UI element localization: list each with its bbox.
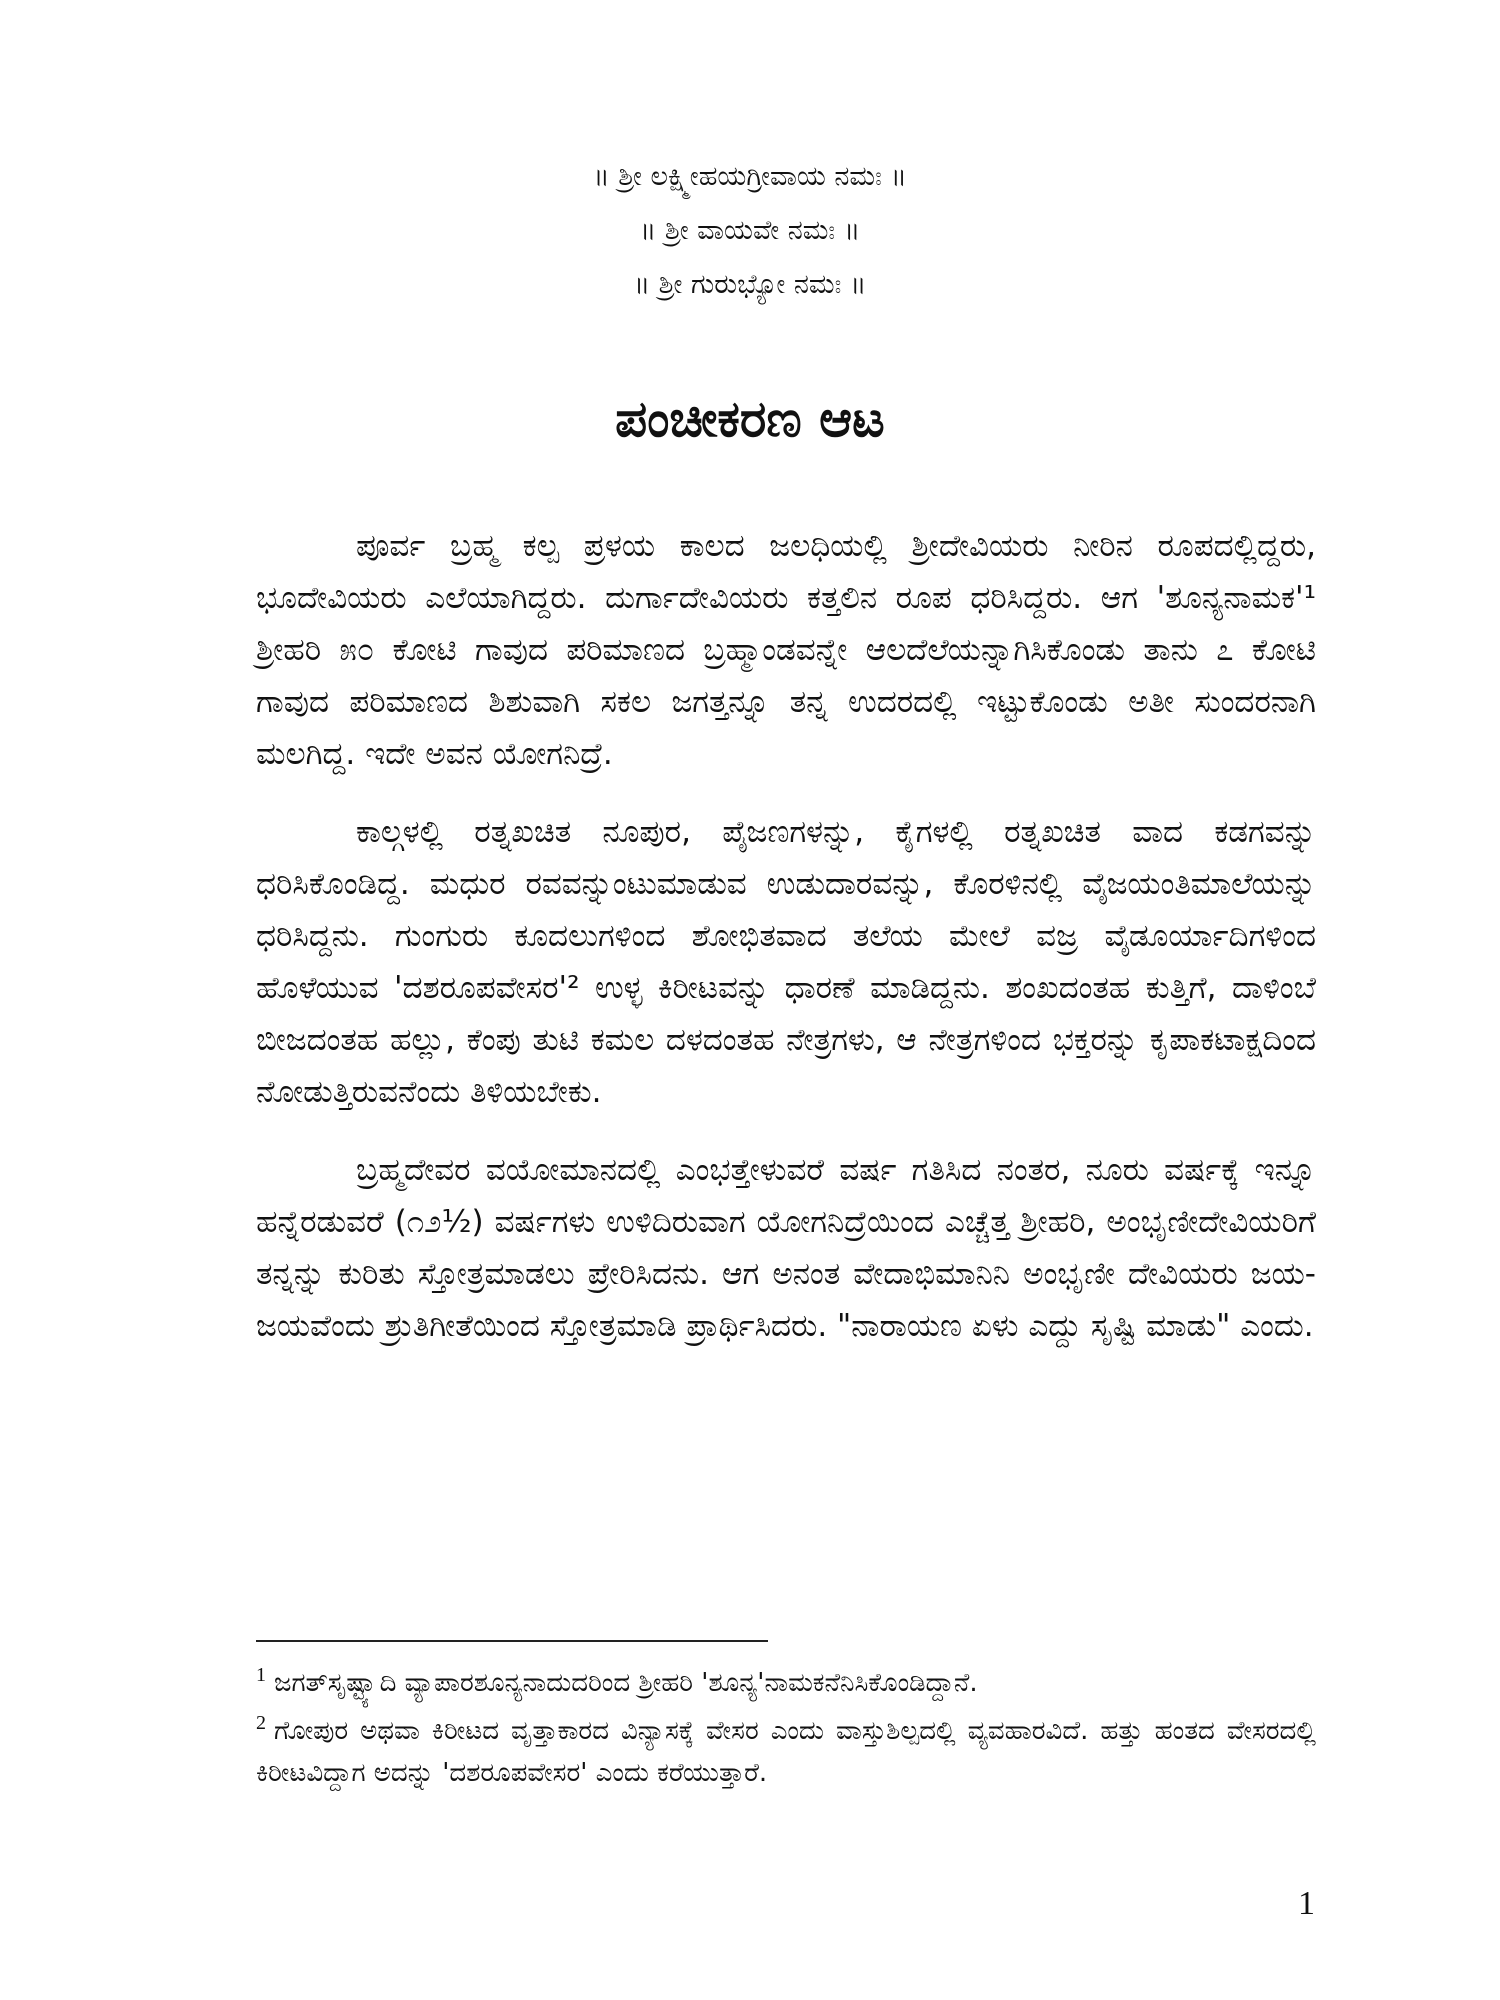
paragraph: ಪೂರ್ವ ಬ್ರಹ್ಮ ಕಲ್ಪ ಪ್ರಳಯ ಕಾಲದ ಜಲಧಿಯಲ್ಲಿ ಶ್ರೀದೇವಿಯರು ನೀರಿನ ರೂಪದಲ್ಲಿದ್ದರು, ಭೂದೇವಿಯರು ಎಲೆಯಾಗಿದ್ದರು. ದುರ್ಗಾದೇವಿಯರು ಕತ್ತಲಿನ ರೂಪ ಧರಿಸಿದ್ದರು. ಆಗ 'ಶೂನ್ಯನಾಮಕ'¹ ಶ್ರೀಹರಿ ೫೦ ಕೋಟಿ ಗಾವುದ ಪರಿಮಾಣದ ಬ್ರಹ್ಮಾಂಡವನ್ನೇ ಆಲದೆಲೆಯನ್ನಾಗಿಸಿಕೊಂಡು ತಾನು ೭ ಕೋಟಿ ಗಾವುದ ಪರಿಮಾಣದ ಶಿಶುವಾಗಿ ಸಕಲ ಜಗತ್ತನ್ನೂ ತನ್ನ ಉದರದಲ್ಲಿ ಇಟ್ಟುಕೊಂಡು ಅತೀ ಸುಂದರನಾಗಿ ಮಲಗಿದ್ದ. ಇದೇ ಅವನ ಯೋಗನಿದ್ರೆ. (256, 528, 1316, 772)
invocation-line: ॥ ಶ್ರೀ ವಾಯವೇ ನಮಃ ॥ (639, 215, 861, 246)
footnote (256, 1662, 1316, 1704)
invocation-block (0, 150, 1500, 312)
page-title: ಪಂಚೀಕರಣ ಆಟ (615, 390, 885, 448)
invocation-line: ॥ ಶ್ರೀ ಲಕ್ಷ್ಮೀಹಯಗ್ರೀವಾಯ ನಮಃ ॥ (593, 161, 907, 192)
footnote-text: ಗೋಪುರ ಅಥವಾ ಕಿರೀಟದ ವೃತ್ತಾಕಾರದ ವಿನ್ಯಾಸಕ್ಕೆ ವೇಸರ ಎಂದು ವಾಸ್ತುಶಿಲ್ಪದಲ್ಲಿ ವ್ಯವಹಾರವಿದೆ. ಹತ್ತು ಹಂತದ ವೇಸರದಲ್ಲಿ ಕಿರೀಟವಿದ್ದಾಗ ಅದನ್ನು 'ದಶರೂಪವೇಸರ' ಎಂದು ಕರೆಯುತ್ತಾರೆ. (256, 1716, 1316, 1788)
footnote (256, 1710, 1316, 1794)
footnote-mark: 1 (256, 1664, 266, 1687)
paragraph: ಕಾಲ್ಗಳಲ್ಲಿ ರತ್ನಖಚಿತ ನೂಪುರ, ಪೈಜಣಗಳನ್ನು, ಕೈಗಳಲ್ಲಿ ರತ್ನಖಚಿತ ವಾದ ಕಡಗವನ್ನು ಧರಿಸಿಕೊಂಡಿದ್ದ. ಮಧುರ ರವವನ್ನುಂಟುಮಾಡುವ ಉಡುದಾರವನ್ನು, ಕೊರಳಿನಲ್ಲಿ ವೈಜಯಂತಿಮಾಲೆಯನ್ನು ಧರಿಸಿದ್ದನು. ಗುಂಗುರು ಕೂದಲುಗಳಿಂದ ಶೋಭಿತವಾದ ತಲೆಯ ಮೇಲೆ ವಜ್ರ ವೈಡೂರ್ಯಾದಿಗಳಿಂದ ಹೊಳೆಯುವ 'ದಶರೂಪವೇಸರ'² ಉಳ್ಳ ಕಿರೀಟವನ್ನು ಧಾರಣೆ ಮಾಡಿದ್ದನು. ಶಂಖದಂತಹ ಕುತ್ತಿಗೆ, ದಾಳಿಂಬೆ ಬೀಜದಂತಹ ಹಲ್ಲು, ಕೆಂಪು ತುಟಿ ಕಮಲ ದಳದಂತಹ ನೇತ್ರಗಳು, ಆ ನೇತ್ರಗಳಿಂದ ಭಕ್ತರನ್ನು ಕೃಪಾಕಟಾಕ್ಷದಿಂದ ನೋಡುತ್ತಿರುವನೆಂದು ತಿಳಿಯಬೇಕು. (256, 814, 1316, 1110)
footnote-text: ಜಗತ್‌ಸೃಷ್ಟ್ಯಾದಿ ವ್ಯಾಪಾರಶೂನ್ಯನಾದುದರಿಂದ ಶ್ರೀಹರಿ 'ಶೂನ್ಯ'ನಾಮಕನೆನಿಸಿಕೊಂಡಿದ್ದಾನೆ. (274, 1668, 978, 1698)
body-text (256, 520, 1316, 1378)
footnotes (256, 1662, 1316, 1800)
invocation-line: ॥ ಶ್ರೀ ಗುರುಭ್ಯೋ ನಮಃ ॥ (633, 269, 867, 300)
footnote-divider (256, 1640, 768, 1642)
paragraph: ಬ್ರಹ್ಮದೇವರ ವಯೋಮಾನದಲ್ಲಿ ಎಂಭತ್ತೇಳುವರೆ ವರ್ಷ ಗತಿಸಿದ ನಂತರ, ನೂರು ವರ್ಷಕ್ಕೆ ಇನ್ನೂ ಹನ್ನೆರಡುವರೆ (೧೨½) ವರ್ಷಗಳು ಉಳಿದಿರುವಾಗ ಯೋಗನಿದ್ರೆಯಿಂದ ಎಚ್ಚೆತ್ತ ಶ್ರೀಹರಿ, ಅಂಭೃಣೀದೇವಿಯರಿಗೆ ತನ್ನನ್ನು ಕುರಿತು ಸ್ತೋತ್ರಮಾಡಲು ಪ್ರೇರಿಸಿದನು. ಆಗ ಅನಂತ ವೇದಾಭಿಮಾನಿನಿ ಅಂಭೃಣೀ ದೇವಿಯರು ಜಯ-ಜಯವೆಂದು ಶ್ರುತಿಗೀತೆಯಿಂದ ಸ್ತೋತ್ರಮಾಡಿ ಪ್ರಾರ್ಥಿಸಿದರು. "ನಾರಾಯಣ ಏಳು ಎದ್ದು ಸೃಷ್ಟಿ ಮಾಡು" ಎಂದು. (256, 1152, 1316, 1344)
page-number: 1 (1298, 1885, 1315, 1922)
footnote-mark: 2 (256, 1712, 266, 1735)
